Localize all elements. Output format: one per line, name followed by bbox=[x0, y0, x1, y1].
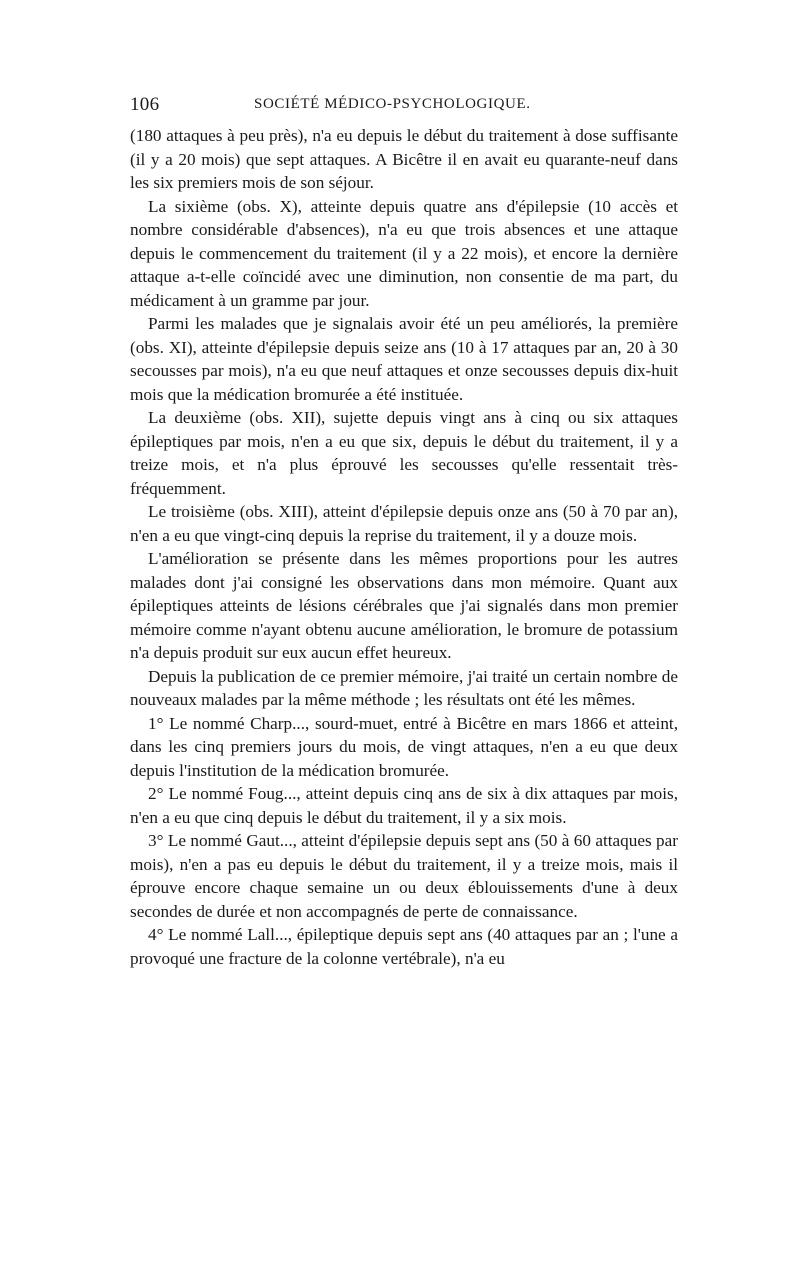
paragraph: (180 attaques à peu près), n'a eu depuis le début du traitement à dose suffisante (il y a 20 mois) que sept attaques. A Bicêtre il en avait eu quarante-neuf dans les six premiers mois de son séjour. bbox=[130, 126, 678, 192]
running-title: SOCIÉTÉ MÉDICO-PSYCHOLOGIQUE. bbox=[254, 96, 531, 112]
page-header bbox=[130, 94, 678, 124]
paragraph: La deuxième (obs. XII), sujette depuis vingt ans à cinq ou six attaques épileptiques par mois, n'en a eu que six, depuis le début du traitement, il y a treize mois, et n'a plus éprouvé les secousses qu'elle ressentait très-fréquemment. bbox=[130, 408, 678, 498]
paragraph: Depuis la publication de ce premier mémoire, j'ai traité un certain nombre de nouveaux malades par la même méthode ; les résultats ont été les mêmes. bbox=[130, 666, 678, 709]
paragraph: L'amélioration se présente dans les mêmes proportions pour les autres malades dont j'ai consigné les observations dans mon mémoire. Quant aux épileptiques atteints de lésions cérébrales que j'ai signalés dans mon premier mémoire comme n'ayant obtenu aucune amélioration, le bromure de potassium n'a depuis produit sur eux aucun effet heureux. bbox=[130, 549, 678, 662]
paragraph: La sixième (obs. X), atteinte depuis quatre ans d'épilepsie (10 accès et nombre considérable d'absences), n'a eu que trois absences et une attaque depuis le commencement du traitement (il y a 22 mois), et encore la dernière attaque a-t-elle coïncidé avec une diminution, non consentie de ma part, du médicament à un gramme par jour. bbox=[130, 196, 678, 310]
paragraph: 3° Le nommé Gaut..., atteint d'épilepsie depuis sept ans (50 à 60 attaques par mois), n'en a pas eu depuis le début du traitement, il y a treize mois, mais il éprouve encore chaque semaine un ou deux éblouissements d'une à deux secondes de durée et non accompagnés de perte de connaissance. bbox=[130, 831, 678, 921]
paragraph: 1° Le nommé Charp..., sourd-muet, entré à Bicêtre en mars 1866 et atteint, dans les cinq premiers jours du mois, de vingt attaques, n'en a eu que deux depuis l'institution de la médication bromurée. bbox=[130, 713, 678, 780]
paragraph: 2° Le nommé Foug..., atteint depuis cinq ans de six à dix attaques par mois, n'en a eu que cinq depuis le début du traitement, il y a six mois. bbox=[130, 784, 678, 827]
paragraph: 4° Le nommé Lall..., épileptique depuis sept ans (40 attaques par an ; l'une a provoqué une fracture de la colonne vertébrale), n'a eu bbox=[130, 925, 678, 968]
paragraph: Parmi les malades que je signalais avoir été un peu améliorés, la première (obs. XI), atteinte d'épilepsie depuis seize ans (10 à 17 attaques par an, 20 à 30 secousses par mois), n'a eu que neuf attaques et onze secousses depuis dix-huit mois que la médication bromurée a été instituée. bbox=[130, 314, 678, 404]
paragraph: Le troisième (obs. XIII), atteint d'épilepsie depuis onze ans (50 à 70 par an), n'en a eu que vingt-cinq depuis la reprise du traitement, il y a douze mois. bbox=[130, 502, 678, 545]
page bbox=[130, 94, 678, 970]
page-number: 106 bbox=[130, 94, 160, 115]
body-text bbox=[130, 124, 678, 970]
